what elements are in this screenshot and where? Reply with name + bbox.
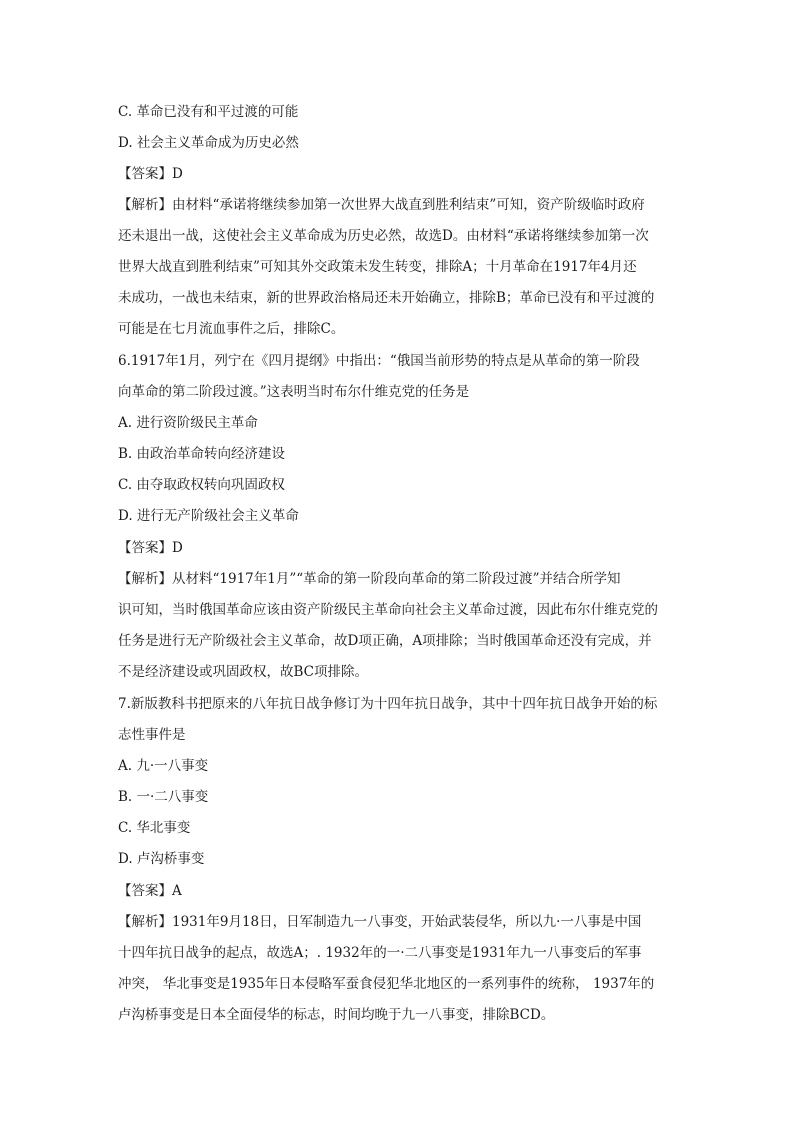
question-line: 7.新版教科书把原来的八年抗日战争修订为十四年抗日战争，其中十四年抗日战争开始的标 <box>118 696 658 712</box>
option-a-line: A. 进行资阶级民主革命 <box>118 415 258 431</box>
analysis-line: 任务是进行无产阶级社会主义革命，故D项正确，A项排除；当时俄国革命还没有完成，并 <box>118 633 652 649</box>
option-d-line: D. 进行无产阶级社会主义革命 <box>118 508 299 524</box>
analysis-line: 世界大战直到胜利结束”可知其外交政策未发生转变，排除A；十月革命在1917年4月还 <box>118 259 637 275</box>
analysis-line: 未成功，一战也未结束，新的世界政治格局还未开始确立，排除B；革命已没有和平过渡的 <box>118 290 655 306</box>
analysis-line: 不是经济建设或巩固政权，故BC项排除。 <box>118 664 368 680</box>
option-b-line: B. 由政治革命转向经济建设 <box>118 446 286 462</box>
analysis-line: 卢沟桥事变是日本全面侵华的标志，时间均晚于九一八事变，排除BCD。 <box>118 1007 555 1023</box>
analysis-line: 识可知，当时俄国革命应该由资产阶级民主革命向社会主义革命过渡，因此布尔什维克党的 <box>118 602 658 618</box>
option-c-line: C. 革命已没有和平过渡的可能 <box>118 104 299 120</box>
analysis-line: 【解析】1931年9月18日，日军制造九一八事变，开始武装侵华，所以九·一八事是中国 <box>118 914 642 930</box>
option-c-line: C. 华北事变 <box>118 820 191 836</box>
analysis-line: 十四年抗日战争的起点，故选A；. 1932年的一·二八事变是1931年九一八事变后的军事 <box>118 945 642 961</box>
answer-line: 【答案】A <box>118 883 182 899</box>
question-line: 向革命的第二阶段过渡。”这表明当时布尔什维克党的任务是 <box>118 384 470 400</box>
analysis-line: 还未退出一战，这使社会主义革命成为历史必然，故选D。由材料“承诺将继续参加第一次 <box>118 228 649 244</box>
analysis-line: 【解析】由材料“承诺将继续参加第一次世界大战直到胜利结束”可知，资产阶级临时政府 <box>118 197 645 213</box>
question-line: 志性事件是 <box>118 727 186 743</box>
option-a-line: A. 九·一八事变 <box>118 758 209 774</box>
option-d-line: D. 卢沟桥事变 <box>118 851 205 867</box>
analysis-line: 【解析】从材料“1917年1月”“革命的第一阶段向革命的第二阶段过渡”并结合所学知 <box>118 571 621 587</box>
answer-line: 【答案】D <box>118 166 183 182</box>
option-b-line: B. 一·二八事变 <box>118 789 209 805</box>
question-line: 6.1917年1月，列宁在《四月提纲》中指出：“俄国当前形势的特点是从革命的第一阶段 <box>118 353 640 369</box>
option-c-line: C. 由夺取政权转向巩固政权 <box>118 477 285 493</box>
analysis-line: 可能是在七月流血事件之后，排除C。 <box>118 321 345 337</box>
option-d-line: D. 社会主义革命成为历史必然 <box>118 135 299 151</box>
answer-line: 【答案】D <box>118 540 183 556</box>
analysis-line: 冲突， 华北事变是1935年日本侵略军蚕食侵犯华北地区的一系列事件的统称， 1937年的 <box>118 976 655 992</box>
